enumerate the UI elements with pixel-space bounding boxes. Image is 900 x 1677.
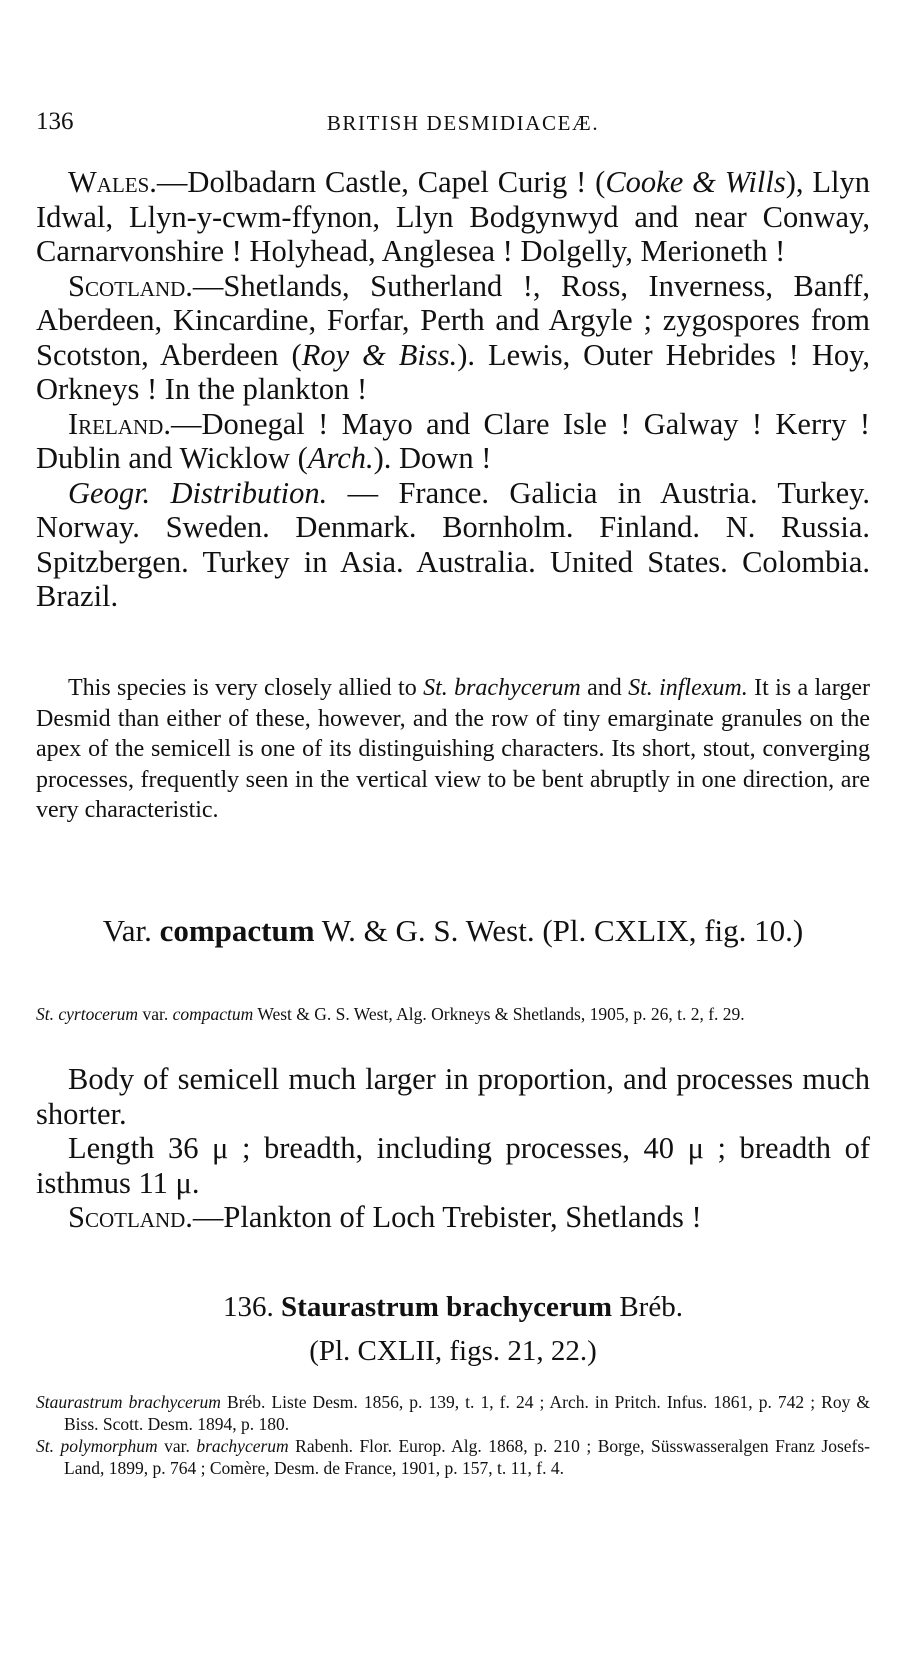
species-plate-reference: (Pl. CXLII, figs. 21, 22.) (309, 1335, 597, 1367)
scotland-paragraph: Scotland.—Shetlands, Sutherland !, Ross, Inverness, Banff, Aberdeen, Kincardine, Forfar, Perth and Argyle ; zygospores from Scotston, Aberdeen (Roy & Biss.). Lewis, Outer Hebrides ! Hoy, Orkneys ! In the plankton ! (36, 268, 870, 406)
remark-section (36, 673, 870, 826)
geographic-distribution-label: Geogr. Distribution. (68, 475, 328, 510)
variety-name: compactum (159, 913, 315, 948)
variety-scotland-label: Scotland. (68, 1200, 193, 1234)
ireland-paragraph: Ireland.—Donegal ! Mayo and Clare Isle ! Galway ! Kerry ! Dublin and Wicklow (Arch.). Down ! (36, 406, 870, 475)
page-header (36, 108, 870, 138)
variety-description-section (36, 1062, 870, 1235)
scotland-label: Scotland. (68, 268, 193, 303)
variety-description: Body of semicell much larger in proportion, and processes much shorter. (36, 1062, 870, 1131)
variety-heading: Var. compactum W. & G. S. West. (Pl. CXLIX, fig. 10.) (102, 913, 804, 948)
species-name: Staurastrum brachycerum (281, 1291, 613, 1323)
scotland-citation: Roy & Biss. (301, 337, 458, 372)
species-heading: 136. Staurastrum brachycerum Bréb. (223, 1291, 683, 1323)
variety-scotland-paragraph: Scotland.—Plankton of Loch Trebister, Shetlands ! (68, 1200, 702, 1234)
species-synonym-1: Staurastrum brachycerum Bréb. Liste Desm. 1856, p. 139, t. 1, f. 24 ; Arch. in Pritch. Infus. 1861, p. 742 ; Roy & Biss. Scott. Desm. 1894, p. 180. (36, 1392, 871, 1434)
variety-measurements: Length 36 μ ; breadth, including processes, 40 μ ; breadth of isthmus 11 μ. (36, 1131, 870, 1200)
species-synonymy (36, 1391, 870, 1479)
variety-synonym: St. cyrtocerum var. compactum West & G. S. West, Alg. Orkneys & Shetlands, 1905, p. 26, t. 2, f. 29. (36, 1004, 745, 1024)
wales-label: Wales. (68, 165, 157, 199)
ireland-citation: Arch. (307, 441, 374, 475)
variety-heading-block (36, 913, 870, 949)
page-number: 136 (36, 108, 74, 135)
species-synonym-2: St. polymorphum var. brachycerum Rabenh. Flor. Europ. Alg. 1868, p. 210 ; Borge, Süsswasseralgen Franz Josefs-Land, 1899, p. 764 ; Comère, Desm. de France, 1901, p. 157, t. 11, f. 4. (36, 1436, 870, 1478)
distribution-section (36, 165, 870, 614)
geographic-distribution-paragraph: Geogr. Distribution. — France. Galicia in Austria. Turkey. Norway. Sweden. Denmark. Bornholm. Finland. N. Russia. Spitzbergen. Turkey in Asia. Australia. United States. Colombia. Brazil. (36, 475, 871, 613)
species-heading-block (36, 1290, 870, 1368)
wales-paragraph: Wales.—Dolbadarn Castle, Capel Curig ! (Cooke & Wills), Llyn Idwal, Llyn-y-cwm-ffynon, Llyn Bodgynwyd and near Conway, Carnarvonshire ! Holyhead, Anglesea ! Dolgelly, Merioneth ! (36, 165, 870, 268)
remark-paragraph: This species is very closely allied to St. brachycerum and St. inflexum. It is a larger Desmid than either of these, however, and the row of tiny emarginate granules on the apex of the semicell is one of its distinguishing characters. Its short, stout, converging processes, frequently seen in the vertical view to be bent abruptly in one direction, are very characteristic. (36, 675, 871, 823)
ireland-label: Ireland. (68, 406, 171, 441)
wales-citation: Cooke & Wills (605, 165, 786, 199)
variety-synonymy (36, 1003, 870, 1025)
running-title: BRITISH DESMIDIACEÆ. (326, 111, 600, 135)
